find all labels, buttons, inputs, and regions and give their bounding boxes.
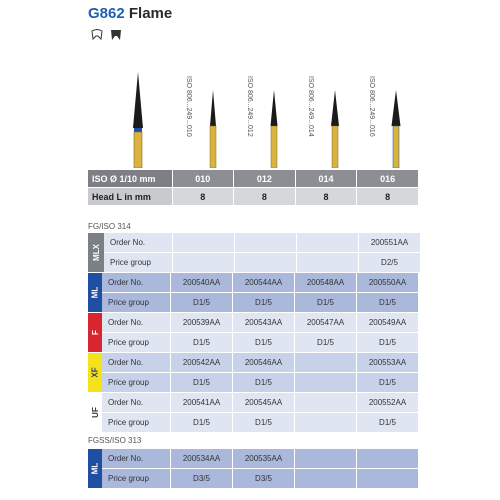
price-group: D2/5 — [358, 253, 420, 272]
grit-band — [88, 313, 102, 352]
price-group: D1/5 — [356, 333, 418, 352]
product-name: Flame — [128, 5, 173, 22]
price-group — [294, 373, 356, 392]
order-number: 200543AA — [232, 313, 294, 332]
price-row — [102, 372, 418, 392]
order-row — [102, 393, 418, 412]
price-group: D1/5 — [170, 373, 232, 392]
order-number: 200541AA — [170, 393, 232, 412]
band-group-ml — [88, 449, 418, 489]
fg-section-title: FG/ISO 314 — [88, 222, 131, 231]
grit-band — [88, 449, 102, 488]
order-number — [296, 233, 358, 252]
order-row-label: Order No. — [102, 393, 170, 412]
price-group: D1/5 — [294, 333, 356, 352]
grit-band — [88, 273, 102, 312]
order-number: 200553AA — [356, 353, 418, 372]
price-group: D3/5 — [232, 469, 294, 488]
fgss-section-title: FGSS/ISO 313 — [88, 436, 142, 445]
price-row — [102, 292, 418, 312]
order-number: 200547AA — [294, 313, 356, 332]
order-row-label: Order No. — [102, 273, 170, 292]
order-row-label: Order No. — [104, 233, 172, 252]
band-group-xf — [88, 353, 418, 393]
order-number: 200542AA — [170, 353, 232, 372]
price-row-label: Price group — [102, 469, 170, 488]
price-row — [104, 252, 420, 272]
price-group: D1/5 — [356, 293, 418, 312]
order-number — [294, 449, 356, 468]
order-number: 200546AA — [232, 353, 294, 372]
head-length-label: Head L in mm — [92, 191, 151, 202]
price-group — [356, 469, 418, 488]
head-length-value: 8 — [356, 188, 418, 205]
bur-illustration-main — [118, 70, 158, 168]
order-row-label: Order No. — [102, 313, 170, 332]
price-row — [102, 412, 418, 432]
bur-illustration-010 — [203, 90, 223, 168]
order-number: 200535AA — [232, 449, 294, 468]
order-number: 200551AA — [358, 233, 420, 252]
grit-band-label: ML — [90, 462, 100, 475]
iso-label-012: ISO 806...249...012 — [246, 76, 253, 137]
order-number — [356, 449, 418, 468]
price-group: D1/5 — [356, 373, 418, 392]
order-row — [102, 313, 418, 332]
price-row-label: Price group — [102, 413, 170, 432]
iso-label-010: ISO 806...249...010 — [185, 76, 192, 137]
grit-band — [88, 353, 102, 392]
head-length-value: 8 — [172, 188, 234, 205]
iso-label-016: ISO 806...249...016 — [368, 76, 375, 137]
order-number: 200544AA — [232, 273, 294, 292]
fg-order-table — [88, 233, 418, 433]
usage-icons — [90, 28, 122, 46]
price-group: D1/5 — [232, 333, 294, 352]
iso-label-014: ISO 806...249...014 — [307, 76, 314, 137]
band-group-ml — [88, 273, 418, 313]
price-row-label: Price group — [102, 373, 170, 392]
molar-icon — [110, 28, 122, 46]
product-code: G862 — [88, 5, 125, 22]
iso-value: 016 — [356, 170, 418, 187]
order-number: 200545AA — [232, 393, 294, 412]
order-row — [102, 449, 418, 468]
order-row-label: Order No. — [102, 449, 170, 468]
order-number: 200539AA — [170, 313, 232, 332]
order-number: 200548AA — [294, 273, 356, 292]
order-number — [294, 393, 356, 412]
order-number: 200550AA — [356, 273, 418, 292]
iso-value: 014 — [295, 170, 357, 187]
price-group: D1/5 — [232, 373, 294, 392]
order-number: 200534AA — [170, 449, 232, 468]
bur-illustration-016 — [386, 90, 406, 168]
grit-band — [88, 233, 104, 272]
iso-diameter-row — [88, 170, 418, 187]
grit-band-label: F — [90, 330, 100, 335]
price-group: D3/5 — [170, 469, 232, 488]
price-group: D1/5 — [294, 293, 356, 312]
order-number: 200549AA — [356, 313, 418, 332]
price-group: D1/5 — [232, 413, 294, 432]
order-row-label: Order No. — [102, 353, 170, 372]
price-group — [294, 469, 356, 488]
order-row — [102, 353, 418, 372]
price-row — [102, 332, 418, 352]
order-row — [102, 273, 418, 292]
order-number — [294, 353, 356, 372]
price-group: D1/5 — [170, 293, 232, 312]
bur-drawings — [118, 70, 418, 168]
price-row-label: Price group — [102, 333, 170, 352]
price-group: D1/5 — [232, 293, 294, 312]
price-group — [294, 413, 356, 432]
iso-diameter-label: ISO Ø 1/10 mm — [92, 173, 156, 184]
grit-band-label: ML — [90, 286, 100, 299]
head-length-row — [88, 188, 418, 205]
price-row-label: Price group — [104, 253, 172, 272]
order-number — [234, 233, 296, 252]
tooth-icon — [90, 28, 104, 46]
order-number — [172, 233, 234, 252]
fgss-order-table — [88, 449, 418, 489]
head-length-value: 8 — [295, 188, 357, 205]
price-group — [234, 253, 296, 272]
price-group: D1/5 — [356, 413, 418, 432]
order-number: 200540AA — [170, 273, 232, 292]
order-number: 200552AA — [356, 393, 418, 412]
band-group-uf — [88, 393, 418, 433]
iso-value: 010 — [172, 170, 234, 187]
grit-band-label: MLX — [91, 244, 101, 261]
head-length-value: 8 — [233, 188, 295, 205]
price-group — [172, 253, 234, 272]
iso-value: 012 — [233, 170, 295, 187]
grit-band-label: UF — [90, 407, 100, 418]
price-group: D1/5 — [170, 333, 232, 352]
price-row-label: Price group — [102, 293, 170, 312]
bur-illustration-014 — [325, 90, 345, 168]
price-row — [102, 468, 418, 488]
band-group-mlx — [88, 233, 418, 273]
product-title — [88, 5, 172, 22]
grit-band — [88, 393, 102, 432]
grit-band-label: XF — [90, 367, 100, 378]
band-group-f — [88, 313, 418, 353]
order-row — [104, 233, 420, 252]
price-group — [296, 253, 358, 272]
price-group: D1/5 — [170, 413, 232, 432]
bur-illustration-012 — [264, 90, 284, 168]
